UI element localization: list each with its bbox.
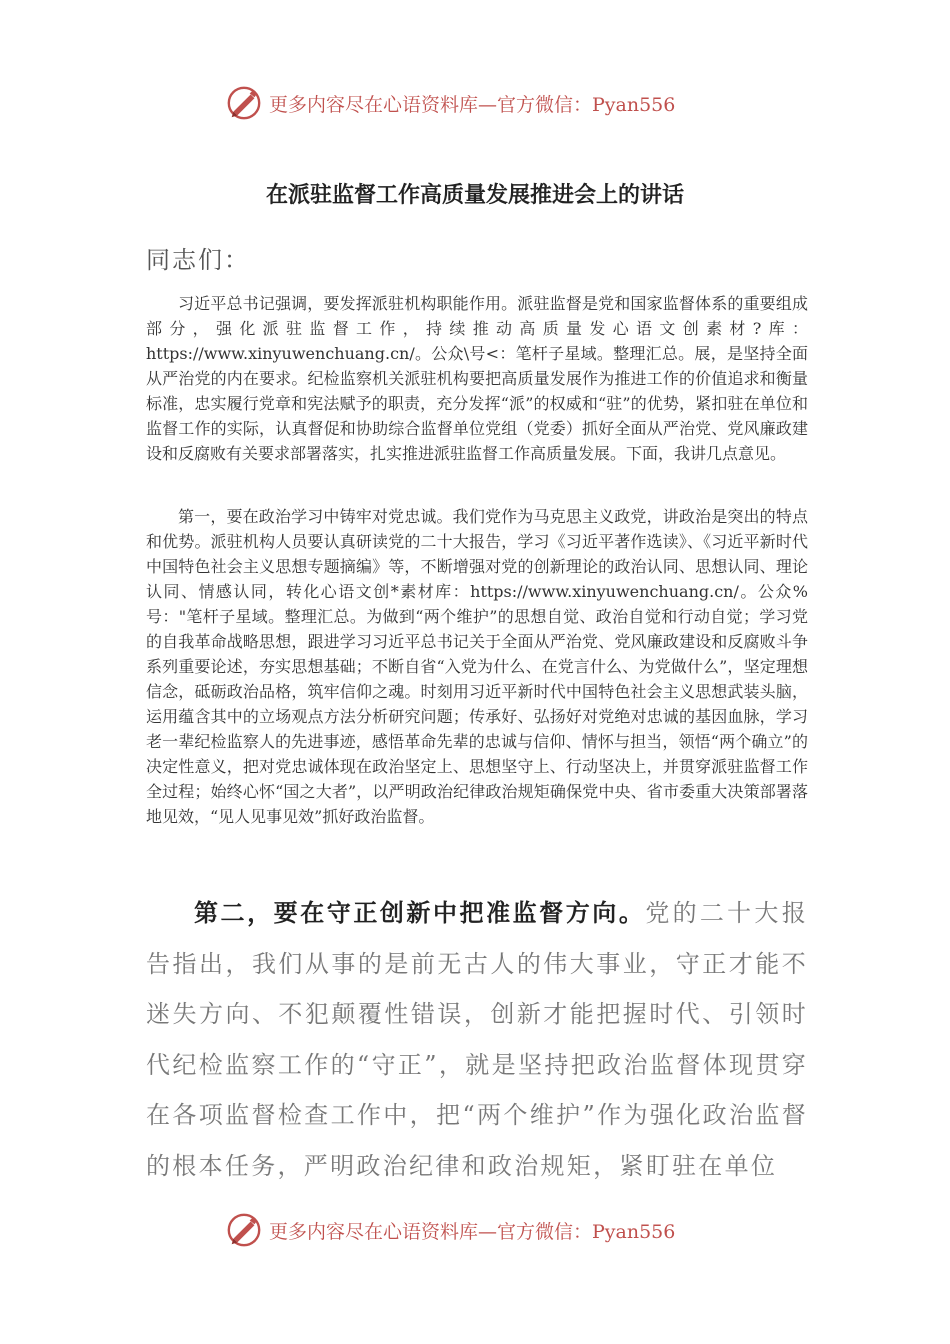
document-title: 在派驻监督工作高质量发展推进会上的讲话 [265, 183, 684, 208]
paragraph-second-point [146, 888, 808, 1191]
paragraph-first-point: 第一，要在政治学习中铸牢对党忠诚。我们党作为马克思主义政党，讲政治是突出的特点和优势。派驻机构人员要认真研读党的二十大报告，学习《习近平著作选读》、《习近平新时代中国特色社会主义思想专题摘编》等，不断增强对党的创新理论的政治认同、思想认同、理论认同、情感认同，转化心语文创*素材库：https://www.xinyuwenchuang.cn/。公众%号："笔杆子星域。整理汇总。为做到“两个维护”的思想自觉、政治自觉和行动自觉；学习党的自我革命战略思想，跟进学习习近平总书记关于全面从严治党、党风廉政建设和反腐败斗争系列重要论述，夯实思想基础；不断自省“入党为什么、在党言什么、为党做什么”，坚定理想信念，砥砺政治品格，筑牢信仰之魂。时刻用习近平新时代中国特色社会主义思想武装头脑，运用蕴含其中的立场观点方法分析研究问题；传承好、弘扬好对党绝对忠诚的基因血脉，学习老一辈纪检监察人的先进事迹，感悟革命先辈的忠诚与信仰、情怀与担当，领悟“两个确立”的决定性意义，把对党忠诚体现在政治坚定上、思想坚守上、行动坚决上，并贯穿派驻监督工作全过程；始终心怀“国之大者”，以严明政治纪律政治规矩确保党中央、省市委重大决策部署落地见效，“见人见事见效”抓好政治监督。 [146, 507, 808, 826]
pen-logo-icon [225, 84, 263, 122]
second-point-body: 党的二十大报告指出，我们从事的是前无古人的伟大事业，守正才能不迷失方向、不犯颠覆性错误，创新才能把握时代、引领时代纪检监察工作的“守正”，就是坚持把政治监督体现贯穿在各项监督检查工作中，把“两个维护”作为强化政治监督的根本任务，严明政治纪律和政治规矩，紧盯驻在单位 [146, 899, 808, 1180]
banner-text: 更多内容尽在心语资料库—官方微信：Pyan556 [269, 93, 676, 116]
header-banner [225, 83, 745, 123]
footer-banner [225, 1210, 745, 1250]
second-point-heading: 第二，要在守正创新中把准监督方向。 [194, 898, 646, 927]
salutation: 同志们： [146, 246, 250, 274]
banner-text: 更多内容尽在心语资料库—官方微信：Pyan556 [269, 1220, 676, 1243]
paragraph-intro: 习近平总书记强调，要发挥派驻机构职能作用。派驻监督是党和国家监督体系的重要组成部分，强化派驻监督工作，持续推动高质量发心语文创素材?库：https://www.xinyuwenchuang.cn/。公众\号<：笔杆子星域。整理汇总。展，是坚持全面从严治党的内在要求。纪检监察机关派驻机构要把高质量发展作为推进工作的价值追求和衡量标准，忠实履行党章和宪法赋予的职责，充分发挥“派”的权威和“驻”的优势，紧扣驻在单位和监督工作的实际，认真督促和协助综合监督单位党组（党委）抓好全面从严治党、党风廉政建设和反腐败有关要求部署落实，扎实推进派驻监督工作高质量发展。下面，我讲几点意见。 [146, 294, 808, 463]
pen-logo-icon [225, 1211, 263, 1249]
